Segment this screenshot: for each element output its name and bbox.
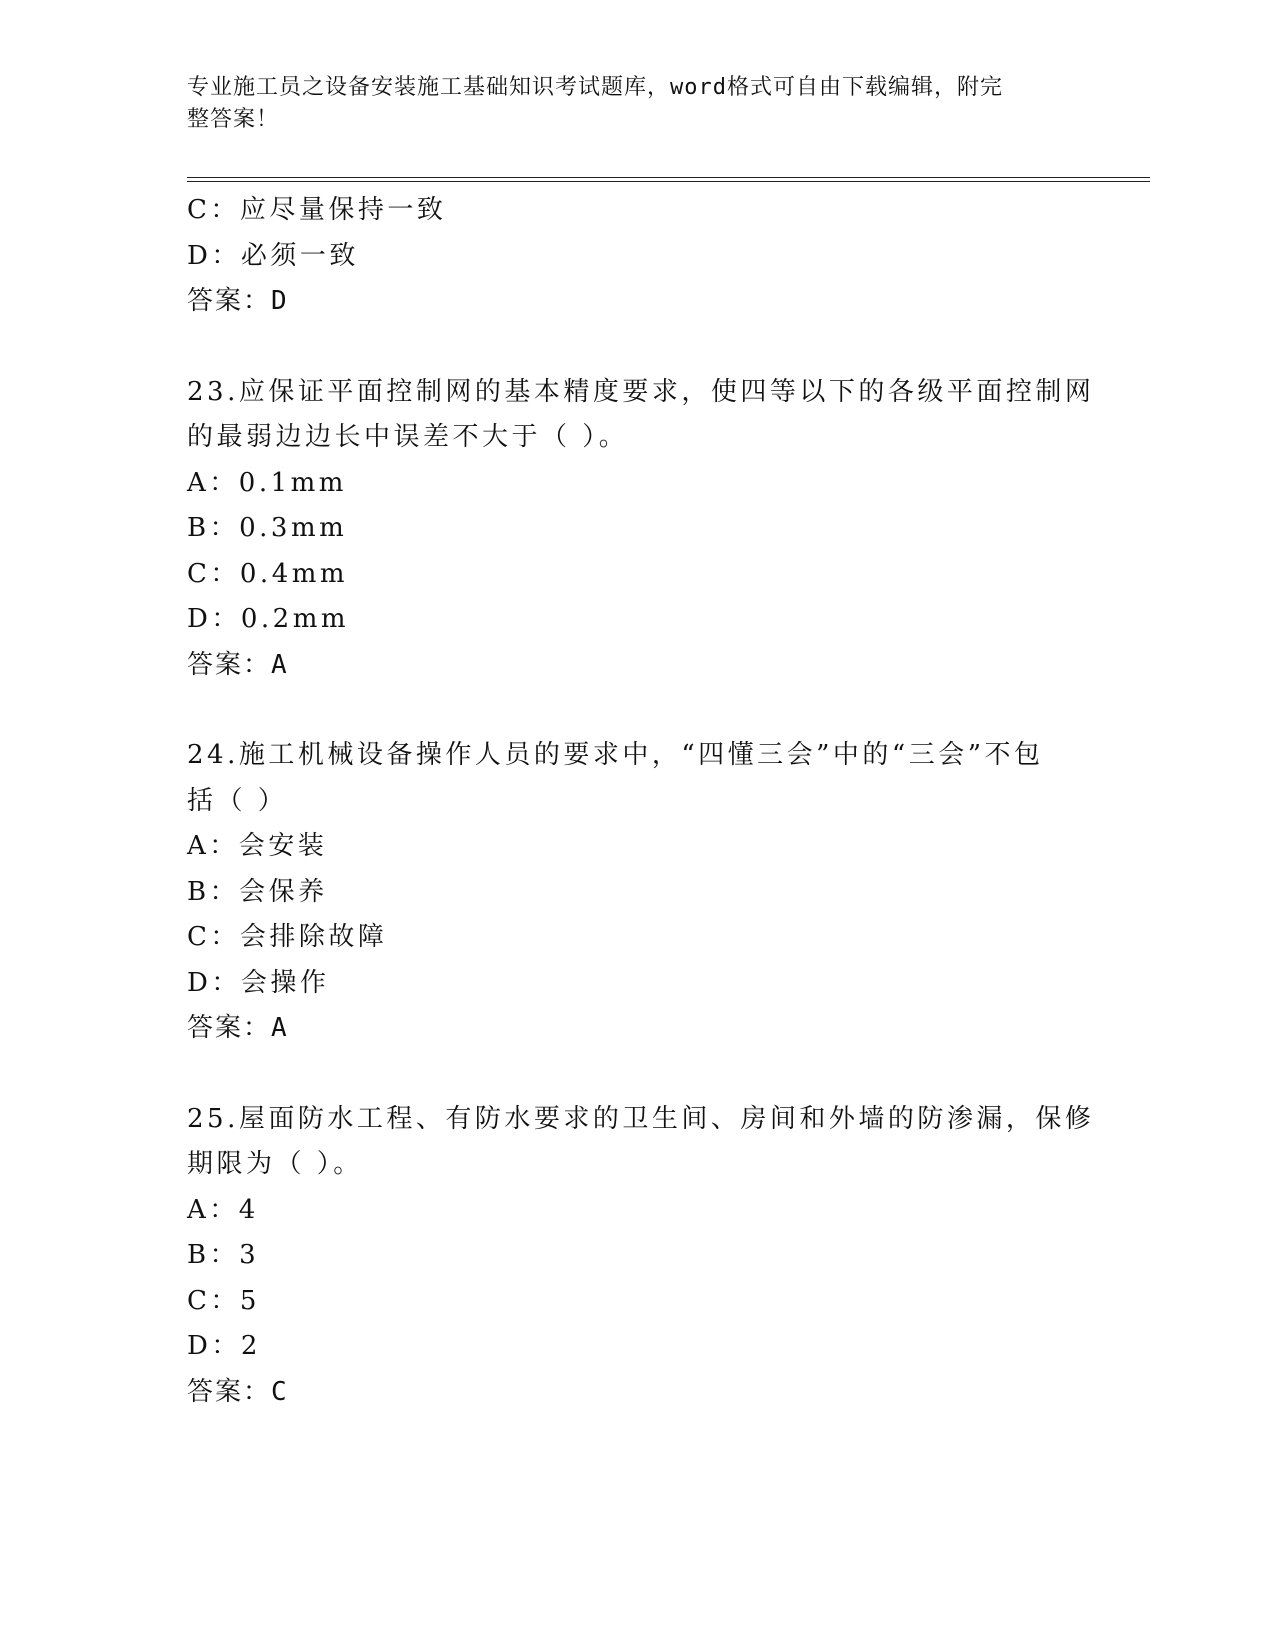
question-stem: 25.屋面防水工程、有防水要求的卫生间、房间和外墙的防渗漏，保修 xyxy=(187,1103,1095,1134)
option-d: D：必须一致 xyxy=(187,240,359,271)
spacer xyxy=(187,1052,1077,1097)
question-24 xyxy=(187,733,1077,1052)
spacer xyxy=(187,688,1077,733)
header-line-2: 整答案！ xyxy=(187,107,280,132)
option-b: B：0.3mm xyxy=(187,513,348,543)
answer-line: 答案：A xyxy=(187,649,289,680)
option-c: C：0.4mm xyxy=(187,558,349,589)
option-b: B：会保养 xyxy=(187,876,328,907)
option-d: D：会操作 xyxy=(187,967,330,998)
option-a: A：0.1mm xyxy=(187,467,347,498)
option-d: D：0.2mm xyxy=(187,604,350,634)
option-c: C：5 xyxy=(187,1285,260,1316)
option-c: C：应尽量保持一致 xyxy=(187,195,447,225)
question-25 xyxy=(187,1097,1095,1416)
header-divider-top xyxy=(187,177,1150,178)
answer-line: 答案：D xyxy=(187,286,289,316)
option-a: A：会安装 xyxy=(187,831,328,861)
option-a: A：4 xyxy=(187,1194,259,1225)
option-c: C：会排除故障 xyxy=(187,922,388,952)
question-stem: 期限为（ ）。 xyxy=(187,1149,363,1179)
question-stem: 24.施工机械设备操作人员的要求中，“四懂三会”中的“三会”不包 xyxy=(187,740,1044,770)
question-stem: 括（ ） xyxy=(187,785,288,816)
answer-line: 答案：A xyxy=(187,1013,289,1043)
spacer xyxy=(187,325,1077,370)
continued-question xyxy=(187,188,1077,325)
option-d: D：2 xyxy=(187,1331,261,1361)
header-line-1: 专业施工员之设备安装施工基础知识考试题库，word格式可自由下载编辑，附完 xyxy=(187,75,1003,100)
document-header xyxy=(187,72,1067,136)
question-stem: 23.应保证平面控制网的基本精度要求，使四等以下的各级平面控制网 xyxy=(187,376,1095,407)
answer-line: 答案：C xyxy=(187,1376,289,1407)
header-divider-bottom xyxy=(187,181,1150,182)
question-stem: 的最弱边边长中误差不大于（ ）。 xyxy=(187,422,629,452)
question-23 xyxy=(187,370,1095,689)
question-content xyxy=(187,188,1095,1415)
option-b: B：3 xyxy=(187,1240,260,1270)
